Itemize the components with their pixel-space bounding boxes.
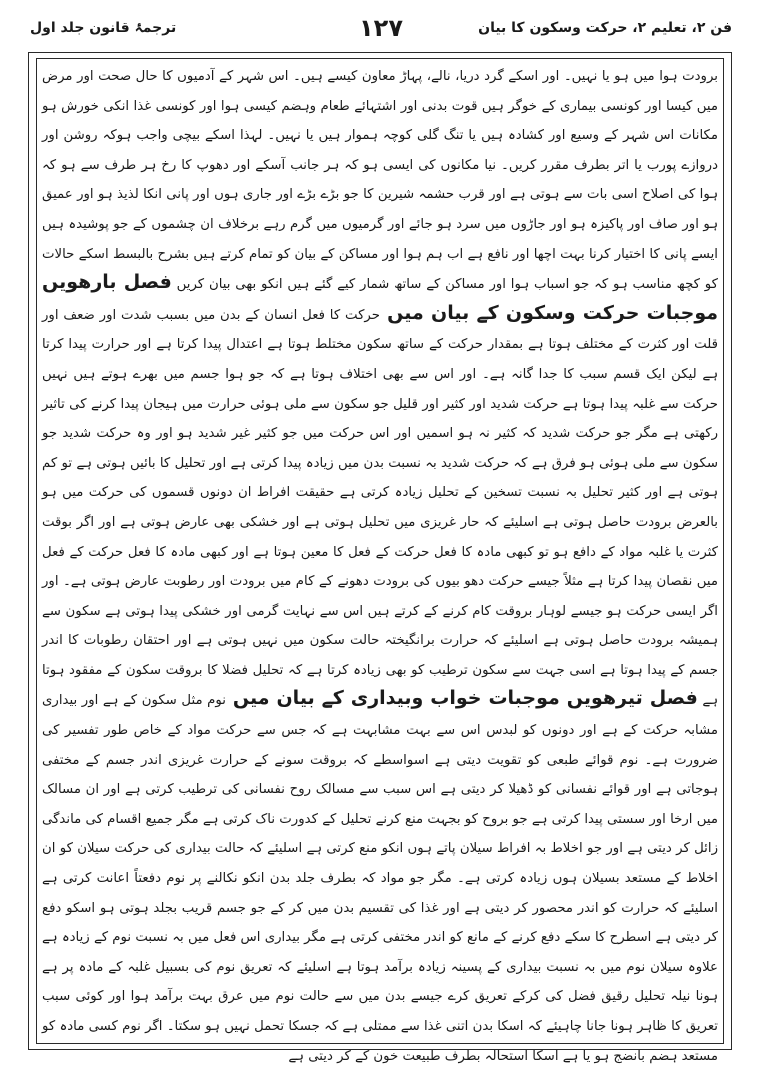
paragraph: حرکت کا فعل انسان کے بدن میں بسبب شدت اور ضعف اور قلت اور کثرت کے مختلف ہوتا ہے بمقدار حرکت کے ساتھ سکون مختلط ہوتا ہے اعتدال پیدا کرتا ہے اور حرارت پیدا کرتا ہے لیکن ایک قسم سبب کا جدا گانہ ہے۔ اور اس سے بھی اختلاف ہوتا ہے کہ جو ہوا جسم میں بھرے ہوتے ہیں نہیں حرکت سے غلبہ پیدا ہوتا ہے حرکت شدید اور کثیر اور قلیل جو سکون سے ملی ہوئی حرارت میں ہیجان پیدا کرنے کی تاثیر رکھتی ہے مگر جو حرکت شدید کہ کثیر نہ ہو اسمیں اور اس حرکت میں جو کثیر غیر شدید ہو اور وہ حرکت شدید جو سکون سے ملی ہوئی ہو فرق ہے کہ حرکت شدید بہ نسبت بدن میں زیادہ پیدا کرتی ہے اور تحلیل کا بائیں ہوتی ہے تو کم ہوتی ہے اور کثیر تحلیل بہ نسبت تسخین کے تحلیل زیادہ کرتی ہے حقیقت افراط ان دونوں قسموں کی حرکت میں ہو بالعرض برودت حاصل ہوتی ہے اسلیئے کہ حار غریزی میں تحلیل ہوتی ہے اور خشکی بھی عارض ہوتی ہے اور اگر بوقت کثرت یا غلبہ مواد کے دافع ہو تو کبھی مادہ کا فعل حرکت کے فعل کا معین ہوتا ہے اور کبھی مادہ کا فعل حرکت کے فعل میں نقصان پیدا کرتا ہے مثلاً جیسے حرکت دھو بیوں کی برودت دھونے کے کام میں برودت اور رطوبت عارض ہوتی ہے۔ اور اگر ایسی حرکت ہو جیسے لوہار بروقت کام کرنے کے کرتے ہیں اس سے نہایت گرمی اور خشکی پیدا ہوتی ہے سکون سے ہمیشہ برودت حاصل ہوتی ہے اسلیئے کہ حرارت برانگیختہ حالت سکون میں نہیں ہوتی ہے اور احتقان رطوبات کا اندر جسم کے پیدا ہوتا ہے اسی جہت سے سکون ترطیب کو بھی زیادہ کرتا ہے کہ تحلیل فضلا کا بروقت سکون کے مفقود ہوتا ہے	[42, 307, 718, 709]
section-heading: فصل تیرھویں موجبات خواب وبیداری کے بیان میں	[225, 687, 698, 710]
body-text	[42, 62, 718, 1064]
book-title: ترجمۂ قانون جلد اول	[30, 20, 177, 36]
paragraph: برودت ہوا میں ہو یا نہیں۔ اور اسکے گرد دریا، نالے، پہاڑ معاون کیسے ہیں۔ اس شہر کے آدمیوں کا حال صحت اور مرض میں کیسا اور کونسی بیماری کے خوگر ہیں قوت بدنی اور اشتہائے طعام وہضم کیسی ہوا اور کونسی غذا انکی خورش ہو مکانات اس شہر کے وسیع اور کشادہ ہیں یا تنگ گلی کوچہ ہموار ہیں یا نہیں۔ لہذا اسکے بیچی واجب ہوکہ روشن اور دروازے پورب یا اتر بطرف مقرر کریں۔ نیا مکانوں کی ایسی ہو کہ ہر جانب آسکے اور دھوپ کا رخ ہر طرف سے ہو کہ ہوا کی اصلاح اسی بات سے ہوتی ہے اور قرب حشمہ شیرین کا جو بڑے بڑے اور جاری ہوں اور پانی انکا لذیذ ہو اور عمیق ہو اور صاف اور پاکیزہ ہو اور جاڑوں میں سرد ہو جائے اور گرمیوں میں گرم رہے برخلاف ان چشموں کے جو پوشیدہ ہیں ایسے پانی کا اختیار کرنا بہت اچھا اور نافع ہے اب ہم ہوا اور مساکن کے بیان کو تمام کرتے ہیں بشرح بالبسط اسکے حالات کو کچھ مناسب ہو کہ جو اسباب ہوا اور مساکن کے ساتھ شمار کیے گئے ہیں انکو بھی بیان کریں	[42, 69, 718, 293]
page-number: ۱۲۷	[359, 14, 403, 42]
page-header	[30, 14, 732, 54]
chapter-title: فن ۲، تعلیم ۲، حرکت وسکون کا بیان	[478, 20, 732, 36]
section-heading: فصل بارھویں موجبات حرکت وسکون کے بیان میں	[42, 271, 718, 324]
paragraph: نوم مثل سکون کے ہے اور بیداری مشابہ حرکت کے ہے اور دونوں کو لبدس اس سے بہت مشابہت ہے کہ جس سے حرکت مواد کے خاص طور تفسیر کی ضرورت ہے۔ نوم قوائے طبعی کو تقویت دیتی ہے اسواسطے کہ بروقت سونے کے حرارت غریزی اندر جسم کے مختفی ہوجاتی ہے اور قوائے نفسانی کو ڈھیلا کر دیتی ہے اس سبب سے مسالک روح نفسانی کی ترطیب کرتی ہے اور ان مسالک میں ارخا اور سستی پیدا کرتی ہے جو بروح کو بجہت منع کرنے تحلیل کے کدورت ناک کرتی ہے مگر جمیع اقسام کی ماندگی زائل کر دیتی ہے اور جو اخلاط بہ افراط سیلان پاتے ہوں انکو منع کرتی ہے اسلیئے کہ حالت بیداری کی حرکت سیلان کو ان اخلاط کے مستعد بسیلان ہوں زیادہ کرتی ہے۔ مگر جو مواد کہ بطرف جلد بدن انکو نکالنے پر نوم دفعتاً اعانت کرتی ہے اسلیئے کہ حرارت کو اندر محصور کر دیتی ہے اور غذا کی تقسیم بدن میں کر کے جو جسم قریب بجلد ہوتی ہو اسکو دفع کر دیتی ہے اسطرح کا سکے دفع کرنے کے مانع کو اندر مختفی کرتی ہے مگر بیداری اس فعل میں بہ نسبت نوم کے زیادہ ہے علاوہ سیلان نوم میں بہ نسبت بیداری کے پسینہ زیادہ برآمد ہوتا ہے اسلیئے کہ تعریق نوم کی بسبیل غلبہ کے مادہ پر ہے ہونا نیلہ تحلیل رقیق فضل کی کرکے تعریق کرے جیسے بدن میں سے حالت نوم میں عرق بہت برآمد ہوا اور کوئی سبب تعریق کا ظاہر ہونا جانا چاہیئے کہ اسکا بدن اتنی غذا سے ممتلی ہے کہ جسکا تحمل نہیں ہو سکتا۔ اگر نوم کسی مادہ کو مستعد ہضم بانضج ہو یا ہے اسکا استحالہ بطرف طبیعت خون کے کر دیتی ہے	[42, 693, 718, 1064]
